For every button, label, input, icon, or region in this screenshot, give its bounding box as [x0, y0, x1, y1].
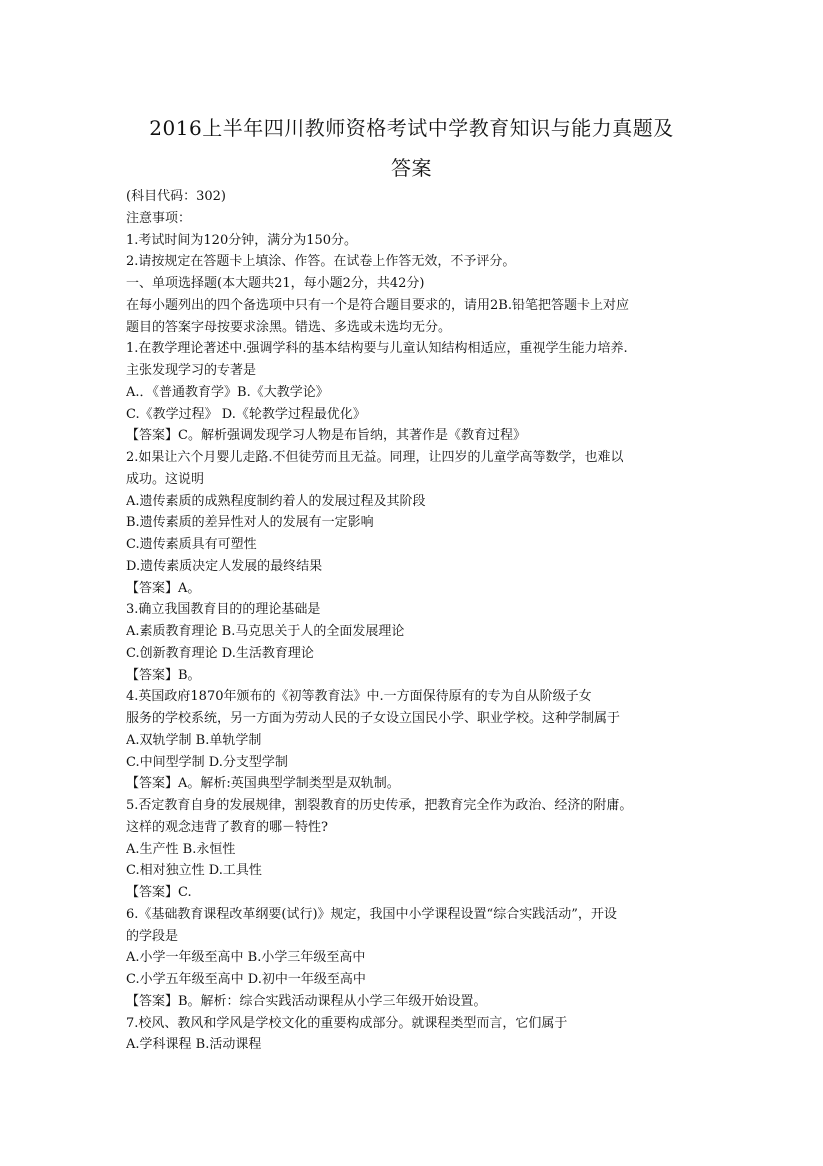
- answer-line: 【答案】C.: [126, 885, 192, 900]
- answer-line: 【答案】A。解析:英国典型学制类型是双轨制。: [126, 776, 400, 792]
- option-line: A.生产性 B.永恒性: [126, 841, 236, 857]
- section-heading: 一、单项选择题(本大题共21，每小题2分，共42分): [126, 276, 425, 291]
- question-text: 2.如果让六个月婴儿走路.不但徒劳而且无益。同理，让四岁的儿童学高等数学，也难以: [126, 450, 624, 465]
- text-line: 2.请按规定在答题卡上填涂、作答。在试卷上作答无效，不予评分。: [126, 254, 516, 270]
- text-line: 题目的答案字母按要求涂黑。错选、多选或未选均无分。: [126, 319, 452, 335]
- option-line: B.遗传素质的差异性对人的发展有一定影响: [126, 515, 374, 531]
- question-text: 的学段是: [126, 928, 179, 944]
- option-line: A.素质教育理论 B.马克思关于人的全面发展理论: [126, 624, 405, 639]
- option-line: C.《教学过程》 D.《轮教学过程最优化》: [126, 406, 366, 422]
- question-text: 服务的学校系统，另一方面为劳动人民的子女设立国民小学、职业学校。这种学制属于: [126, 711, 621, 726]
- question-text: 4.英国政府1870年颁布的《初等教育法》中.一方面保待原有的专为自从阶级子女: [126, 689, 592, 705]
- option-line: A.小学一年级至高中 B.小学三年级至高中: [126, 950, 366, 966]
- question-text: 3.确立我国教育目的的理论基础是: [126, 602, 321, 618]
- option-line: D.遗传素质决定人发展的最终结果: [126, 558, 323, 574]
- question-text: 这样的观念违背了教育的哪－特性?: [126, 819, 328, 835]
- option-line: C.中间型学制 D.分支型学制: [126, 754, 288, 770]
- document-title-line-1: 2016上半年四川教师资格考试中学教育知识与能力真题及: [149, 116, 674, 140]
- option-line: C.小学五年级至高中 D.初中一年级至高中: [126, 972, 366, 987]
- option-line: A.．《普通教育学》B.《大教学论》: [126, 384, 329, 400]
- answer-line: 【答案】B。解析：综合实践活动课程从小学三年级开始设置。: [126, 993, 487, 1009]
- document-body: [126, 186, 706, 1056]
- text-line: 1.考试时间为120分钟，满分为150分。: [126, 232, 358, 248]
- question-text: 6.《基础教育课程改革纲要(试行)》规定，我国中小学课程设置“综合实践活动”，开设: [126, 906, 617, 922]
- option-line: C.创新教育理论 D.生活教育理论: [126, 645, 314, 661]
- option-line: A.学科课程 B.活动课程: [126, 1037, 262, 1053]
- text-line: 在每小题列出的四个备选项中只有一个是符合题目要求的，请用2B.铅笔把答题卡上对应: [126, 297, 629, 313]
- text-line: 注意事项：: [126, 210, 192, 226]
- option-line: A.遗传素质的成熟程度制约着人的发展过程及其阶段: [126, 493, 426, 509]
- question-text: 1.在教学理论著述中.强调学科的基本结构要与儿童认知结构相适应，重视学生能力培养.: [126, 341, 628, 357]
- option-line: A.双轨学制 B.单轨学制: [126, 732, 262, 748]
- option-line: C.遗传素质具有可塑性: [126, 537, 257, 552]
- question-text: 主张发现学习的专著是: [126, 363, 257, 378]
- answer-line: 【答案】A。: [126, 580, 201, 596]
- option-line: C.相对独立性 D.工具性: [126, 863, 262, 879]
- question-text: 7.校风、教风和学风是学校文化的重要构成部分。就课程类型而言，它们属于: [126, 1015, 568, 1031]
- answer-line: 【答案】B。: [126, 667, 201, 683]
- question-text: 5.否定教育自身的发展规律，割裂教育的历史传承，把教育完全作为政治、经济的附庸。: [126, 798, 633, 813]
- question-text: 成功。这说明: [126, 471, 205, 487]
- document-title-line-2: 答案: [391, 156, 432, 180]
- answer-line: 【答案】C。解析强调发现学习人物是布旨纳，其著作是《教育过程》: [126, 428, 526, 444]
- text-line: (科目代码：302): [126, 189, 226, 204]
